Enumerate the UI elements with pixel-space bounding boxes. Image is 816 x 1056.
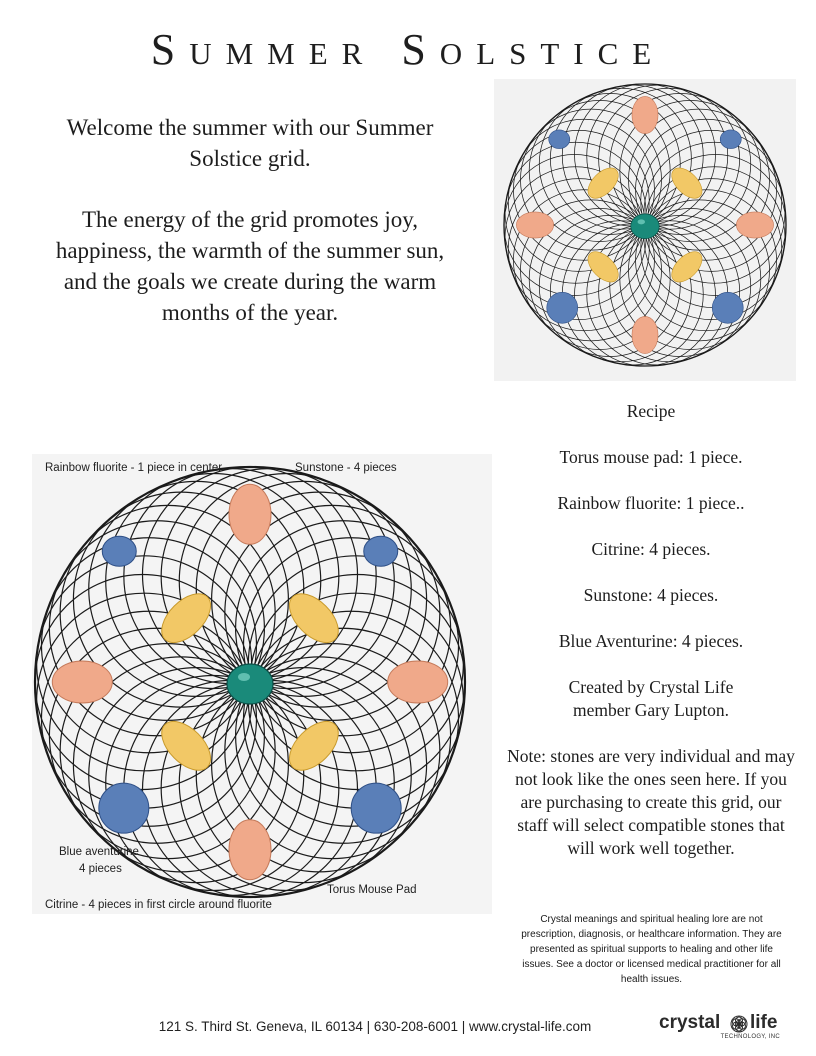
fluorite-stone [227,664,273,704]
aventurine-stone [549,130,570,149]
intro-paragraph-1: Welcome the summer with our Summer Solstice grid. [66,115,434,171]
footer-contact: 121 S. Third St. Geneva, IL 60134 | 630-208-6001 | www.crystal-life.com [158,1019,592,1034]
recipe [505,400,797,883]
logo-word-1: crystal [659,1012,721,1033]
aventurine-stone [547,292,578,323]
sunstone-stone [388,661,448,703]
recipe-item: Rainbow fluorite: 1 piece.. [557,493,745,513]
aventurine-stone [720,130,741,149]
sunstone-stone [736,212,773,238]
logo-tagline: TECHNOLOGY, INC [720,1034,780,1040]
grid-photo-labeled [32,454,492,914]
flower-of-life-icon [730,1015,748,1033]
page-title: Summer Solstice [150,25,666,74]
fluorite-highlight [238,673,250,681]
grid-photo-small [494,79,796,381]
recipe-heading: Recipe [626,401,676,421]
label-citrine: Citrine - 4 pieces in first circle around fluorite [45,899,272,911]
label-fluorite: Rainbow fluorite - 1 piece in center [45,462,223,474]
aventurine-stone [102,536,136,566]
label-aventurine-count: 4 pieces [79,863,122,875]
crystal-life-logo [656,1012,786,1046]
aventurine-stone [351,783,401,833]
logo-word-2: life [750,1012,778,1033]
sunstone-stone [632,96,658,133]
crystal-grid-illustration [494,79,796,381]
crystal-grid-illustration [32,454,492,914]
recipe-item: Sunstone: 4 pieces. [583,585,719,605]
label-sunstone: Sunstone - 4 pieces [295,462,397,474]
label-torus: Torus Mouse Pad [327,884,417,896]
recipe-credit: Created by Crystal Life member Gary Lupton. [568,677,734,720]
label-aventurine: Blue aventurine [59,846,139,858]
recipe-item: Blue Aventurine: 4 pieces. [558,631,744,651]
fluorite-highlight [638,219,645,224]
recipe-note: Note: stones are very individual and may not look like the ones seen here. If you are purchasing to create this grid, our staff will select compatible stones that will work well together. [507,746,795,858]
sunstone-stone [52,661,112,703]
aventurine-stone [364,536,398,566]
sunstone-stone [632,316,658,353]
sunstone-stone [229,484,271,544]
health-disclaimer: Crystal meanings and spiritual healing lore are not prescription, diagnosis, or healthcare information. They are presented as spiritual supports to healing and other life issues. See a doctor or licensed medical practitioner for all health issues. [521,914,782,985]
aventurine-stone [712,292,743,323]
recipe-item: Citrine: 4 pieces. [591,539,711,559]
recipe-item: Torus mouse pad: 1 piece. [559,447,743,467]
intro-text [40,112,460,358]
sunstone-stone [516,212,553,238]
fluorite-stone [631,214,660,239]
aventurine-stone [99,783,149,833]
sunstone-stone [229,820,271,880]
intro-paragraph-2: The energy of the grid promotes joy, happiness, the warmth of the summer sun, and the goals we create during the warm months of the year. [55,207,445,325]
